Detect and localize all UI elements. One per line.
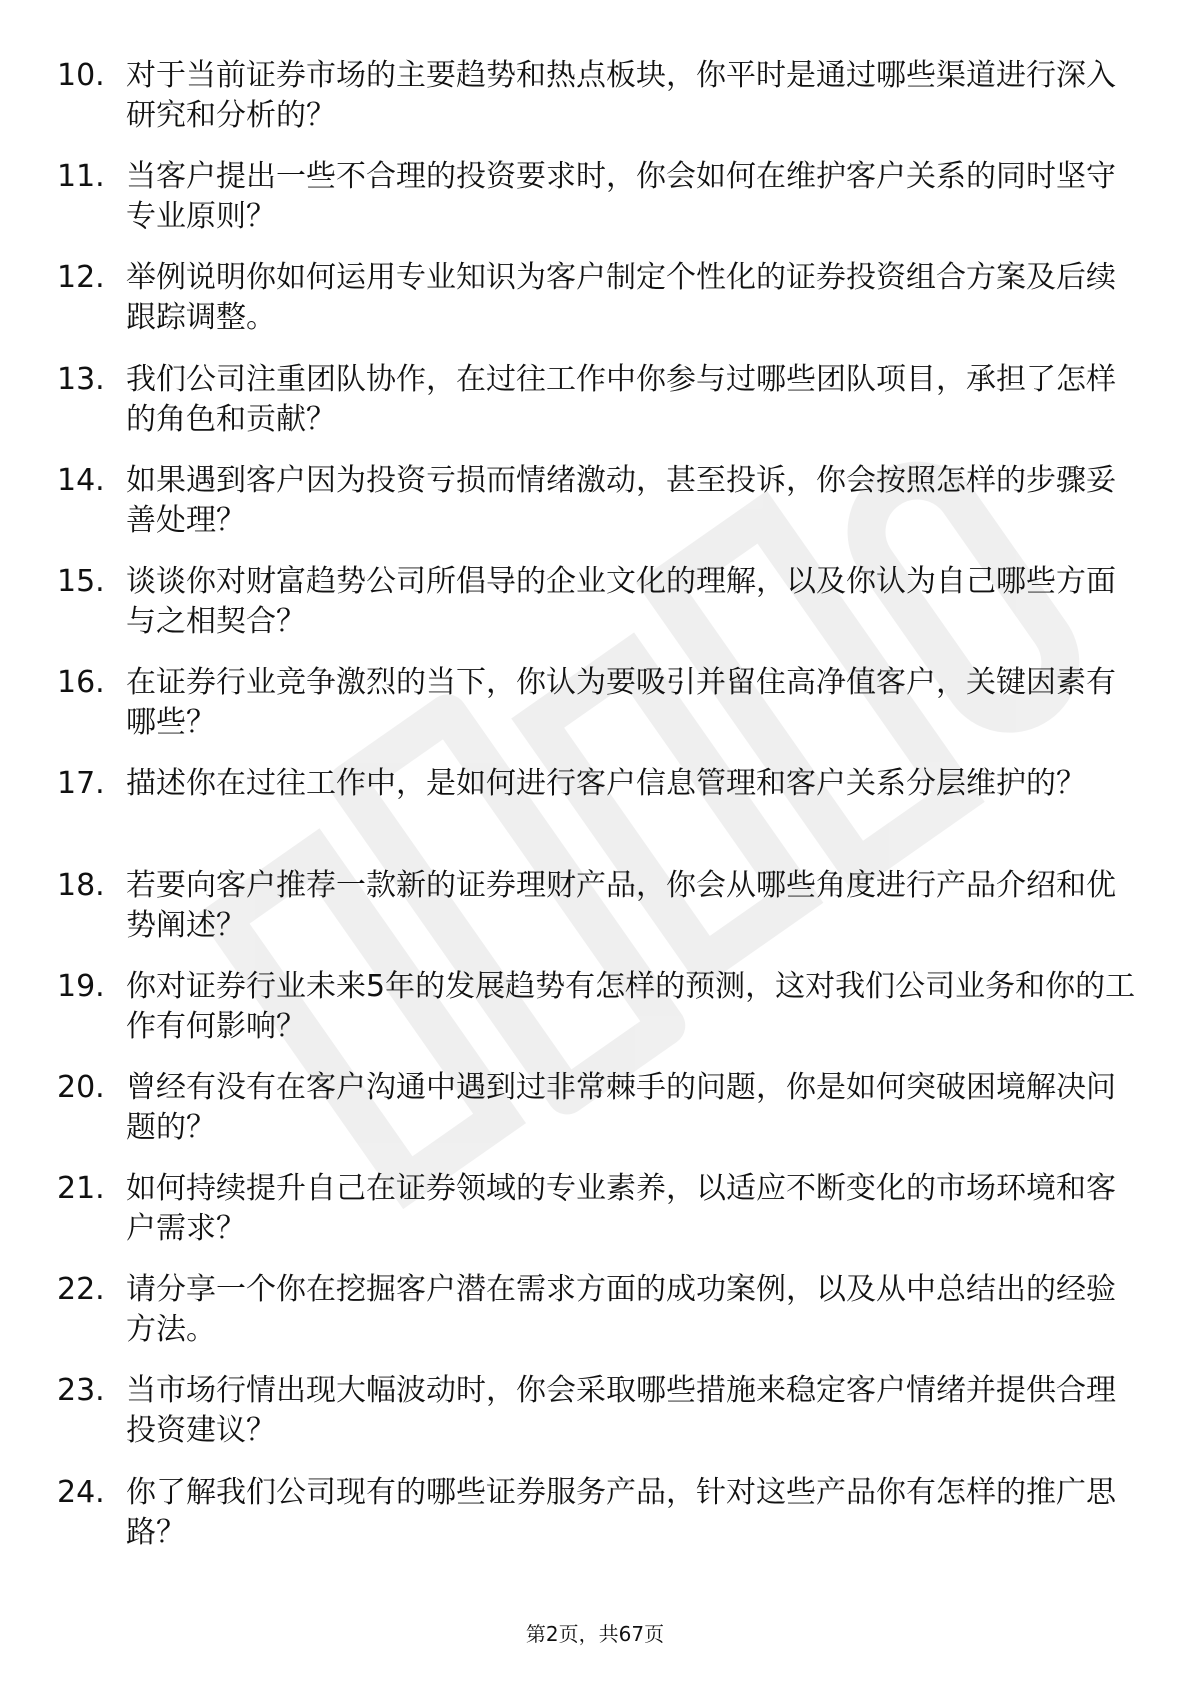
question-number: 24. (57, 1474, 105, 1510)
list-item (0, 1463, 1190, 1564)
question-number: 17. (57, 766, 105, 802)
question-text: 请分享一个你在挖掘客户潜在需求方面的成功案例，以及从中总结出的经验方法。 (126, 1272, 1116, 1348)
question-text: 当市场行情出现大幅波动时，你会采取哪些措施来稳定客户情绪并提供合理投资建议？ (126, 1373, 1116, 1449)
question-text: 如果遇到客户因为投资亏损而情绪激动，甚至投诉，你会按照怎样的步骤妥善处理？ (126, 462, 1116, 538)
question-number: 16. (57, 665, 105, 701)
question-text: 你对证券行业未来5年的发展趋势有怎样的预测，这对我们公司业务和你的工作有何影响？ (126, 968, 1136, 1044)
question-text: 对于当前证券市场的主要趋势和热点板块，你平时是通过哪些渠道进行深入研究和分析的？ (126, 58, 1116, 133)
list-item (0, 1260, 1190, 1361)
list-item (0, 1058, 1190, 1159)
list-item (0, 1159, 1190, 1260)
question-text: 我们公司注重团队协作，在过往工作中你参与过哪些团队项目，承担了怎样的角色和贡献？ (126, 361, 1116, 437)
question-number: 21. (57, 1171, 105, 1207)
list-item (0, 147, 1190, 248)
list-item (0, 856, 1190, 957)
question-text: 谈谈你对财富趋势公司所倡导的企业文化的理解，以及你认为自己哪些方面与之相契合？ (126, 563, 1116, 639)
question-number: 14. (57, 462, 105, 498)
list-item (0, 754, 1190, 855)
question-text: 描述你在过往工作中，是如何进行客户信息管理和客户关系分层维护的？ (126, 766, 1086, 802)
question-text: 当客户提出一些不合理的投资要求时，你会如何在维护客户关系的同时坚守专业原则？ (126, 159, 1116, 235)
question-number: 19. (57, 968, 105, 1004)
question-number: 12. (57, 260, 105, 296)
list-item (0, 451, 1190, 552)
question-text: 若要向客户推荐一款新的证券理财产品，你会从哪些角度进行产品介绍和优势阐述？ (126, 867, 1116, 943)
list-item (0, 552, 1190, 653)
question-text: 曾经有没有在客户沟通中遇到过非常棘手的问题，你是如何突破困境解决问题的？ (126, 1069, 1116, 1145)
question-text: 你了解我们公司现有的哪些证券服务产品，针对这些产品你有怎样的推广思路？ (126, 1474, 1116, 1550)
list-item (0, 46, 1190, 147)
list-item (0, 350, 1190, 451)
list-item (0, 653, 1190, 754)
question-number: 10. (57, 58, 105, 93)
question-number: 15. (57, 563, 105, 599)
question-number: 23. (57, 1373, 105, 1409)
page-number: 第2页，共67页 (525, 1622, 665, 1646)
question-number: 20. (57, 1069, 105, 1105)
question-text: 举例说明你如何运用专业知识为客户制定个性化的证券投资组合方案及后续跟踪调整。 (126, 260, 1116, 336)
question-number: 11. (57, 159, 105, 195)
list-item (0, 957, 1190, 1058)
question-number: 18. (57, 867, 105, 903)
question-text: 如何持续提升自己在证券领域的专业素养，以适应不断变化的市场环境和客户需求？ (126, 1171, 1116, 1247)
question-text: 在证券行业竞争激烈的当下，你认为要吸引并留住高净值客户，关键因素有哪些？ (126, 665, 1116, 741)
list-item (0, 248, 1190, 349)
question-number: 22. (57, 1272, 105, 1308)
list-item (0, 1361, 1190, 1462)
question-number: 13. (57, 361, 105, 397)
question-list (0, 46, 1190, 1564)
